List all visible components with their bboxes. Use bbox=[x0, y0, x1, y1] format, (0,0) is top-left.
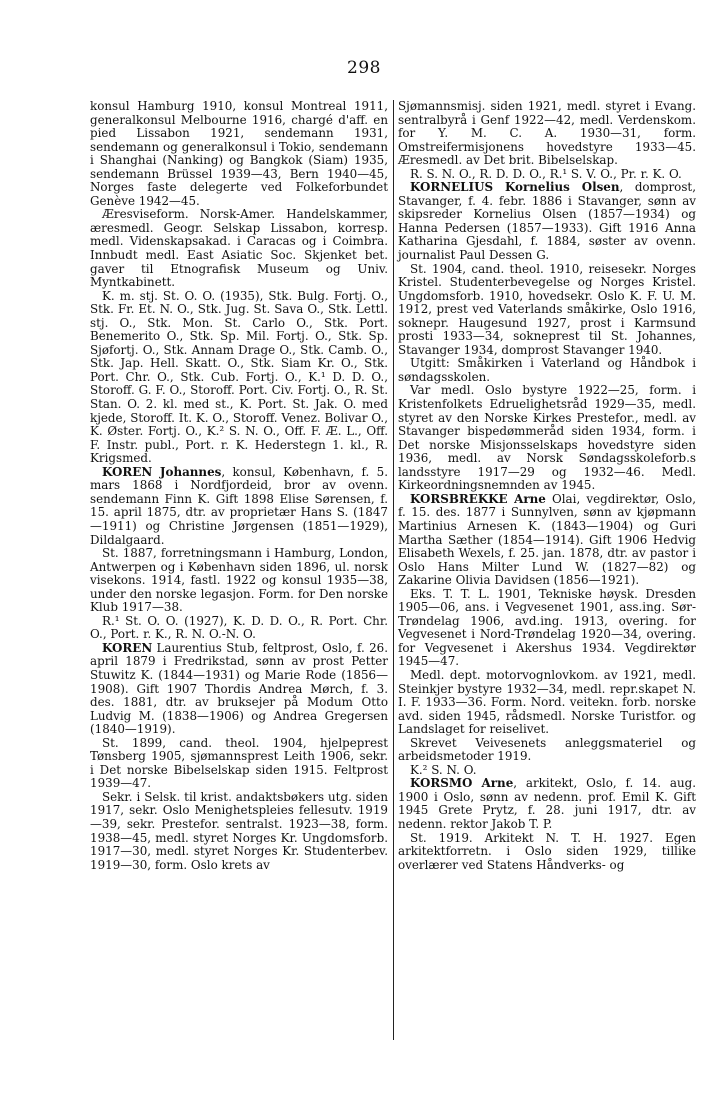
paragraph-text: Utgitt: Småkirken i Vaterland og Håndbok i søndagsskolen. bbox=[398, 356, 696, 384]
biography-paragraph bbox=[90, 208, 388, 289]
paragraph-text: Olai, vegdirektør, Oslo, f. 15. des. 1877 i Sunnylven, sønn av kjøpmann Martinius Arnesen K. (1843—1904) og Guri Martha Sæther (1854—1914). Gift 1906 Hedvig Elisabeth Wexels, f. 25. jan. 1878, dtr. av pastor i Oslo Hans Milter Lund W. (1827—82) og Zakarine Olivia Davidsen (1856—1921). bbox=[398, 491, 696, 588]
biography-paragraph bbox=[90, 615, 388, 642]
entry-name: KORNELIUS Kornelius Olsen bbox=[410, 180, 620, 195]
biography-paragraph bbox=[90, 642, 388, 737]
paragraph-text: konsul Hamburg 1910, konsul Montreal 1911, generalkonsul Melbourne 1916, chargé d'aff. en pied Lissabon 1921, sendemann 1931, sendemann og generalkonsul i Tokio, sendemann i Shanghai (Nanking) og Bangkok (Siam) 1935, sendemann Brüssel 1939—43, Bern 1940—45, Norges faste delegerte ved Folkeforbundet Genève 1942—45. bbox=[90, 99, 388, 208]
biography-paragraph bbox=[398, 384, 696, 492]
paragraph-text: R.¹ St. O. O. (1927), K. D. D. O., R. Port. Chr. O., Port. r. K., R. N. O.-N. O. bbox=[90, 613, 388, 642]
biography-paragraph bbox=[398, 181, 696, 262]
biography-paragraph bbox=[90, 290, 388, 466]
entry-name: KOREN Johannes bbox=[102, 464, 222, 479]
page-number: 298 bbox=[347, 58, 381, 78]
biography-paragraph bbox=[398, 588, 696, 669]
paragraph-text: , domprost, Stavanger, f. 4. febr. 1886 i Stavanger, sønn av skipsreder Kornelius Olsen (1857—1934) og Hanna Pedersen (1857—1933). Gift 1916 Anna Katharina Gjesdahl, f. 1884, søster av ovenn. journalist Paul Dessen G. bbox=[398, 180, 696, 263]
biography-paragraph bbox=[398, 263, 696, 358]
paragraph-text: Laurentius Stub, feltprost, Oslo, f. 26. april 1879 i Fredrikstad, sønn av prost Petter Stuwitz K. (1844—1931) og Marie Rode (1856—1908). Gift 1907 Thordis Andrea Mørch, f. 3. des. 1881, dtr. av bruksejer på Modum Otto Ludvig M. (1838—1906) og Andrea Gregersen (1840—1919). bbox=[90, 640, 388, 737]
paragraph-text: Sekr. i Selsk. til krist. andaktsbøkers utg. siden 1917, sekr. Oslo Menighetspleies fellesutv. 1919—39, sekr. Prestefor. sentralst. 1923—38, form. 1938—45, medl. styret Norges Kr. Ungdomsforb. 1917—30, medl. styret Norges Kr. Studenterbev. 1919—30, form. Oslo krets av bbox=[90, 789, 388, 872]
paragraph-text: , konsul, København, f. 5. mars 1868 i Nordfjordeid, bror av ovenn. sendemann Finn K. Gift 1898 Elise Sørensen, f. 15. april 1875, dtr. av proprietær Hans S. (1847—1911) og Christine Jørgensen (1851—1929), Dildalgaard. bbox=[90, 464, 388, 547]
paragraph-text: Var medl. Oslo bystyre 1922—25, form. i Kristenfolkets Edruelighetsråd 1929—35, medl. styret av den Norske Kirkes Prestefor., medl. av Stavanger bispedømmeråd siden 1934, form. i Det norske Misjonsselskaps hovedstyre siden 1936, medl. av Norsk Søndagsskoleforb.s landsstyre 1917—29 og 1932—46. Medl. Kirkeordningsnemnden av 1945. bbox=[398, 383, 696, 493]
biography-paragraph bbox=[398, 832, 696, 873]
biography-paragraph bbox=[90, 466, 388, 547]
biography-paragraph bbox=[398, 764, 696, 778]
biography-paragraph bbox=[398, 493, 696, 588]
biography-paragraph bbox=[398, 737, 696, 764]
right-column bbox=[398, 100, 696, 872]
biography-paragraph bbox=[90, 791, 388, 872]
paragraph-text: St. 1887, forretningsmann i Hamburg, London, Antwerpen og i København siden 1896, ul. norsk visekons. 1914, fastl. 1922 og konsul 1935—38, under den norske legasjon. Form. for Den norske Klub 1917—38. bbox=[90, 546, 388, 615]
paragraph-text: Skrevet Veivesenets anleggsmateriel og arbeidsmetoder 1919. bbox=[398, 735, 696, 764]
biography-paragraph bbox=[90, 737, 388, 791]
paragraph-text: Sjømannsmisj. siden 1921, medl. styret i Evang. sentralbyrå i Genf 1922—42, medl. Verdenskom. for Y. M. C. A. 1930—31, form. Omstreifermisjonens hovedstyre 1933—45. Æresmedl. av Det brit. Bibelselskap. bbox=[398, 99, 696, 168]
paragraph-text: K. m. stj. St. O. O. (1935), Stk. Bulg. Fortj. O., Stk. Fr. Et. N. O., Stk. Jug. St. Sava O., Stk. Lettl. stj. O., Stk. Mon. St. Carlo O., Stk. Port. Benemerito O., Stk. Sp. Mil. Fortj. O., Stk. Sp. Sjøfortj. O., Stk. Annam Drage O., Stk. Camb. O., Stk. Jap. Hell. Skatt. O., Stk. Siam Kr. O., Stk. Port. Chr. O., Stk. Cub. Fortj. O., K.¹ D. D. O., Storoff. G. F. O., Storoff. Port. Civ. Fortj. O., R. St. Stan. O. 2. kl. med st., K. Port. St. Jak. O. med kjede, Storoff. It. K. O., Storoff. Venez. Bolivar O., K. Øster. Fortj. O., K.² S. N. O., Off. F. Æ. L., Off. F. Instr. publ., Port. r. K. Hederstegn 1. kl., R. Krigsmed. bbox=[90, 288, 388, 466]
biography-paragraph bbox=[398, 357, 696, 384]
paragraph-text: St. 1899, cand. theol. 1904, hjelpeprest Tønsberg 1905, sjømannsprest Leith 1906, sekr. i Det norske Bibelselskap siden 1915. Feltprost 1939—47. bbox=[90, 735, 388, 791]
paragraph-text: St. 1919. Arkitekt N. T. H. 1927. Egen arkitektforretn. i Oslo siden 1929, tillike overlærer ved Statens Håndverks- og bbox=[398, 830, 696, 872]
column-divider bbox=[393, 100, 394, 1040]
biography-paragraph bbox=[398, 669, 696, 737]
paragraph-text: St. 1904, cand. theol. 1910, reisesekr. Norges Kristel. Studenterbevegelse og Norges Kristel. Ungdomsforb. 1910, hovedsekr. Oslo K. F. U. M. 1912, prest ved Vaterlands småkirke, Oslo 1916, soknepr. Haugesund 1927, prost i Karmsund prosti 1933—34, sokneprest til St. Johannes, Stavanger 1934, domprost Stavanger 1940. bbox=[398, 261, 696, 357]
biography-paragraph bbox=[398, 168, 696, 182]
biography-paragraph bbox=[398, 777, 696, 831]
entry-name: KORSMO Arne bbox=[410, 776, 514, 791]
paragraph-text: R. S. N. O., R. D. D. O., R.¹ S. V. O., Pr. r. K. O. bbox=[410, 166, 682, 181]
paragraph-text: , arkitekt, Oslo, f. 14. aug. 1900 i Oslo, sønn av nedenn. prof. Emil K. Gift 1945 Grete Prytz, f. 28. juni 1917, dtr. av nedenn. rektor Jakob T. P. bbox=[398, 776, 696, 831]
paragraph-text: Eks. T. T. L. 1901, Tekniske høysk. Dresden 1905—06, ans. i Vegvesenet 1901, ass.ing. Sør-Trøndelag 1906, avd.ing. 1913, overing. for Vegvesenet i Nord-Trøndelag 1920—34, overing. for Vegvesenet i Akershus 1934. Vegdirektør 1945—47. bbox=[398, 586, 696, 669]
left-column bbox=[90, 100, 388, 872]
paragraph-text: Æresviseform. Norsk-Amer. Handelskammer, æresmedl. Geogr. Selskap Lissabon, korresp. medl. Videnskapsakad. i Caracas og i Coimbra. Innbudt medl. East Asiatic Soc. Skjenket bet. gaver til Etnografisk Museum og Univ. Myntkabinett. bbox=[90, 207, 388, 290]
biography-paragraph bbox=[90, 100, 388, 208]
biography-paragraph bbox=[90, 547, 388, 615]
biography-paragraph bbox=[398, 100, 696, 168]
entry-name: KOREN bbox=[102, 640, 153, 655]
paragraph-text: K.² S. N. O. bbox=[410, 762, 477, 777]
paragraph-text: Medl. dept. motorvognlovkom. av 1921, medl. Steinkjer bystyre 1932—34, medl. repr.skapet N. I. F. 1933—36. Form. Nord. veitekn. forb. norske avd. siden 1945, rådsmedl. Norske Turistfor. og Landslaget for reiselivet. bbox=[398, 667, 696, 737]
entry-name: KORSBREKKE Arne bbox=[410, 491, 546, 506]
